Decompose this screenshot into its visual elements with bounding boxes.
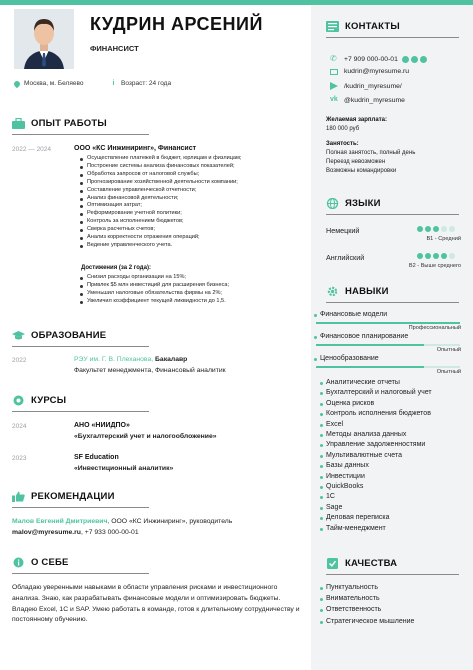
- section-languages: [326, 198, 381, 209]
- language-name: Английский: [326, 253, 365, 262]
- section-skills: [326, 286, 389, 297]
- phone-icon: ✆: [330, 54, 337, 63]
- section-title-about: О СЕБЕ: [31, 557, 69, 568]
- skill-bar: [316, 322, 460, 324]
- education-degree: Бакалавр: [155, 356, 188, 363]
- list-item: Прогнозирование хозяйственной деятельности компании;: [79, 179, 241, 187]
- skill-item: Методы анализа данных: [326, 431, 407, 438]
- badge-icon: [12, 395, 25, 406]
- recommendation-line: [12, 518, 232, 525]
- list-item: Анализ корректности отражения операций;: [79, 234, 241, 242]
- duties-list: [79, 155, 241, 250]
- achievements-list: [79, 274, 229, 306]
- recommendation-phone: , +7 933 000-00-01: [80, 529, 139, 536]
- achievements-title: Достижения (за 2 года):: [81, 265, 151, 271]
- quality-item: Ответственность: [326, 606, 382, 614]
- quality-item: Стратегическое мышление: [326, 617, 415, 625]
- globe-icon: [326, 198, 339, 209]
- list-item: Реформирование учетной политики;: [79, 210, 241, 218]
- skill-item: Тайм-менеджмент: [326, 524, 386, 532]
- contact-phone[interactable]: [330, 55, 427, 63]
- salary-value: 180 000 руб: [326, 126, 360, 132]
- location-text: Москва, м. Беляево: [24, 80, 84, 87]
- list-item: Уменьшил налоговые обязательства фирмы на 2%;: [79, 290, 229, 298]
- list-item: Ведение управленческого учета.: [79, 242, 241, 250]
- skill-item: Аналитические отчеты: [326, 379, 400, 386]
- divider: [12, 507, 149, 508]
- rating-dot: [433, 253, 439, 259]
- list-item: Составление управленческой отчетности;: [79, 187, 241, 195]
- skill-item: Sage: [326, 503, 343, 511]
- section-title-qualities: КАЧЕСТВА: [345, 558, 398, 569]
- course-year: 2024: [12, 423, 27, 430]
- contact-vk-text: @kudrin_myresume: [344, 96, 405, 104]
- contact-phone-text: +7 909 000-00-01: [344, 55, 398, 63]
- employment-value-1: Полная занятость, полный день: [326, 150, 416, 156]
- section-courses: [12, 395, 66, 406]
- divider: [326, 37, 459, 38]
- full-name: КУДРИН АРСЕНИЙ: [90, 14, 263, 34]
- telegram-small-icon: [411, 56, 418, 63]
- list-item: Построение системы анализа финансовых показателей;: [79, 163, 241, 171]
- education-faculty: Факультет менеджмента, Финансовый аналитик: [74, 367, 226, 374]
- checkbox-icon: [326, 558, 339, 569]
- section-title-contacts: КОНТАКТЫ: [345, 21, 400, 32]
- skill-item: 1С: [326, 493, 335, 501]
- list-item: Осуществление платежей в бюджет, юрлицам и физлицам;: [79, 155, 241, 163]
- whatsapp-icon: [402, 56, 409, 63]
- section-title-languages: ЯЗЫКИ: [345, 198, 381, 209]
- skill-bar: [316, 344, 424, 346]
- section-about: [12, 557, 69, 568]
- skill-item: Инвестиции: [326, 472, 365, 480]
- contact-email[interactable]: [330, 68, 409, 75]
- employment-value-2: Переезд невозможен: [326, 159, 386, 165]
- rating-dot: [449, 253, 455, 259]
- rating-dot: [425, 226, 431, 232]
- location: [14, 80, 83, 87]
- experience-period: 2022 — 2024: [12, 146, 52, 153]
- vk-icon: vk: [330, 96, 338, 103]
- briefcase-icon: [12, 118, 25, 129]
- skill-item: Мультивалютные счета: [326, 451, 402, 459]
- info-icon: i: [112, 80, 115, 87]
- about-text: Обладаю уверенными навыками в области управления рисками и инвестиционного анализа. Знаю, как разрабатывать финансовые модели и оптимизировать бюджеты. Владею Excel, 1С и SAP. Умею работать в команде, готов к длительному сотрудничеству и постоянному обучению.: [12, 584, 300, 624]
- quality-item: Пунктуальность: [326, 584, 378, 591]
- list-item: Обработка запросов от налоговой службы;: [79, 171, 241, 179]
- section-title-courses: КУРСЫ: [31, 395, 67, 406]
- section-title-recommendations: РЕКОМЕНДАЦИИ: [31, 491, 115, 502]
- salary-label: Желаемая зарплата:: [326, 117, 387, 123]
- section-title-skills: НАВЫКИ: [345, 286, 389, 297]
- age-text: Возраст: 24 года: [121, 80, 172, 87]
- course-name: «Бухгалтерский учет и налогообложение»: [74, 433, 217, 440]
- language-rating: [417, 253, 455, 259]
- divider: [12, 573, 149, 574]
- gear-icon: [326, 286, 339, 297]
- divider: [12, 411, 149, 412]
- rating-dot: [417, 253, 423, 259]
- quality-item: Внимательность: [326, 595, 380, 603]
- rating-dot: [433, 226, 439, 232]
- divider: [12, 134, 149, 135]
- course-name: «Инвестиционный аналитик»: [74, 465, 174, 472]
- recommendation-contact: [12, 529, 139, 536]
- skill-name: Финансовые модели: [320, 311, 388, 318]
- list-item: Снизил расходы организации на 15%;: [79, 274, 229, 282]
- divider: [326, 302, 459, 303]
- language-rating: [417, 226, 455, 232]
- experience-company: ООО «КС Инжиниринг», Финансист: [74, 145, 197, 152]
- list-item: Оптимизация затрат;: [79, 202, 241, 210]
- course-org: АНО «НИИДПО»: [74, 422, 130, 429]
- divider: [12, 346, 149, 347]
- skill-item: QuickBooks: [326, 483, 364, 490]
- section-title-experience: ОПЫТ РАБОТЫ: [31, 118, 107, 129]
- list-item: Увеличил коэффициент текущей ликвидности до 1,5.: [79, 298, 229, 306]
- telegram-icon: [330, 82, 338, 90]
- info-circle-icon: [12, 557, 25, 568]
- contact-telegram-text: /kudrin_myresume/: [344, 82, 402, 90]
- recommendation-person: Малов Евгений Дмитриевич,: [12, 518, 110, 525]
- job-title: ФИНАНСИСТ: [90, 44, 139, 53]
- skill-item: Excel: [326, 420, 344, 428]
- contact-telegram[interactable]: [330, 82, 402, 90]
- section-education: [12, 330, 106, 341]
- divider: [326, 214, 459, 215]
- skill-item: Деловая переписка: [326, 514, 390, 522]
- rating-dot: [449, 226, 455, 232]
- language-name: Немецкий: [326, 226, 360, 235]
- contact-email-text: kudrin@myresume.ru: [344, 68, 410, 75]
- avatar: [14, 9, 74, 69]
- skill-item: Контроль исполнения бюджетов: [326, 410, 431, 418]
- list-item: Контроль за исполнением бюджетов;: [79, 218, 241, 226]
- list-item: Анализ финансовой деятельности;: [79, 195, 241, 203]
- thumbs-up-icon: [12, 491, 25, 502]
- section-contacts: [326, 21, 400, 32]
- skill-level: Опытный: [436, 369, 461, 375]
- list-item: Привлек $5 млн инвестиций для расширения бизнеса;: [79, 282, 229, 290]
- education-year: 2022: [12, 357, 27, 364]
- skill-name: Ценообразование: [320, 355, 379, 362]
- course-org: SF Education: [74, 454, 119, 461]
- course-year: 2023: [12, 455, 27, 462]
- skill-level: Профессиональный: [408, 325, 461, 331]
- skill-name: Финансовое планирование: [320, 333, 409, 340]
- rating-dot: [441, 226, 447, 232]
- map-pin-icon: [13, 79, 21, 87]
- list-item: Сверка расчетных счетов;: [79, 226, 241, 234]
- recommendation-email[interactable]: malov@myresume.ru: [12, 529, 81, 536]
- section-recommendations: [12, 491, 115, 502]
- id-card-icon: [326, 21, 339, 32]
- skill-bar: [316, 366, 424, 368]
- education-school: РЭУ им. Г. В. Плеханова,: [74, 356, 154, 363]
- language-level: B2 - Выше среднего: [408, 263, 461, 269]
- employment-label: Занятость:: [326, 141, 359, 147]
- viber-icon: [420, 56, 427, 63]
- skill-item: Бухгалтерский и налоговый учет: [326, 389, 432, 397]
- employment-value-3: Возможны командировки: [326, 168, 397, 174]
- skill-item: Оценка рисков: [326, 399, 375, 407]
- section-title-education: ОБРАЗОВАНИЕ: [31, 330, 107, 341]
- age: [110, 80, 171, 87]
- recommendation-org: ООО «КС Инжиниринг», руководитель: [111, 518, 233, 525]
- skill-item: Базы данных: [326, 462, 369, 470]
- graduation-cap-icon: [12, 330, 25, 341]
- section-qualities: [326, 558, 397, 569]
- section-experience: [12, 118, 107, 129]
- rating-dot: [441, 253, 447, 259]
- skill-level: Опытный: [436, 347, 461, 353]
- rating-dot: [425, 253, 431, 259]
- skill-item: Управление задолженностями: [326, 441, 426, 449]
- contact-vk[interactable]: [330, 96, 405, 104]
- rating-dot: [417, 226, 423, 232]
- mail-icon: [330, 69, 338, 75]
- divider: [326, 574, 459, 575]
- education-school-line: [74, 356, 187, 363]
- language-level: B1 - Средний: [426, 236, 461, 242]
